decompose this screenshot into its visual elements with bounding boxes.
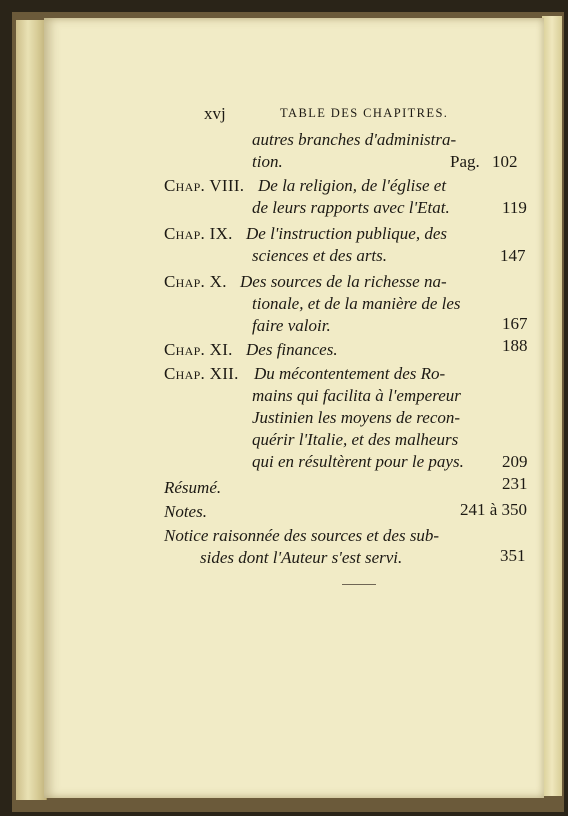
toc-line: autres branches d'administra-: [252, 130, 457, 149]
page-ref: 167: [502, 314, 528, 333]
chapter-label: Chap. VIII.: [164, 176, 245, 195]
toc-line: quérir l'Italie, et des malheurs: [252, 430, 459, 449]
toc-line: Notice raisonnée des sources et des sub-: [164, 526, 440, 545]
toc-line: qui en résultèrent pour le pays.: [252, 452, 464, 471]
toc-line: de leurs rapports avec l'Etat.: [252, 198, 450, 217]
page-ref: 188: [502, 336, 528, 355]
ornament-rule: [342, 584, 376, 585]
toc-line: tion.: [252, 152, 283, 171]
toc-line: Notes.: [164, 502, 207, 521]
toc-line: tionale, et de la manière de les: [252, 294, 461, 313]
toc-line: faire valoir.: [252, 316, 331, 335]
toc-line: mains qui facilita à l'empereur: [252, 386, 461, 405]
toc-line: De la religion, de l'église et: [258, 176, 447, 195]
page-header: [160, 104, 540, 126]
toc-line: De l'instruction publique, des: [246, 224, 448, 243]
chapter-label: Chap. IX.: [164, 224, 233, 243]
chapter-label: Chap. XI.: [164, 340, 233, 359]
page-ref: 241 à 350: [460, 500, 528, 519]
book-page: [44, 18, 544, 798]
page-ref: 119: [502, 198, 527, 217]
page-ref: 102: [492, 152, 518, 171]
toc-line: Résumé.: [164, 478, 222, 497]
chapter-label: Chap. XII.: [164, 364, 239, 383]
page-ref: 231: [502, 474, 528, 493]
page-ref: 209: [502, 452, 528, 471]
toc-line: Du mécontentement des Ro-: [254, 364, 446, 383]
chapter-label: Chap. X.: [164, 272, 227, 291]
page-label: Pag.: [450, 152, 480, 171]
toc-line: Justinien les moyens de recon-: [252, 408, 461, 427]
page-number: xvj: [204, 104, 226, 123]
toc-line: sciences et des arts.: [252, 246, 388, 265]
toc-line: Des sources de la richesse na-: [240, 272, 447, 291]
toc-line: sides dont l'Auteur s'est servi.: [200, 548, 403, 567]
running-title: TABLE DES CHAPITRES.: [280, 106, 449, 120]
page-ref: 147: [500, 246, 526, 265]
toc-line: Des finances.: [246, 340, 338, 359]
page-ref: 351: [500, 546, 526, 565]
page-edges: [16, 20, 47, 800]
facing-page-edge: [542, 16, 562, 796]
